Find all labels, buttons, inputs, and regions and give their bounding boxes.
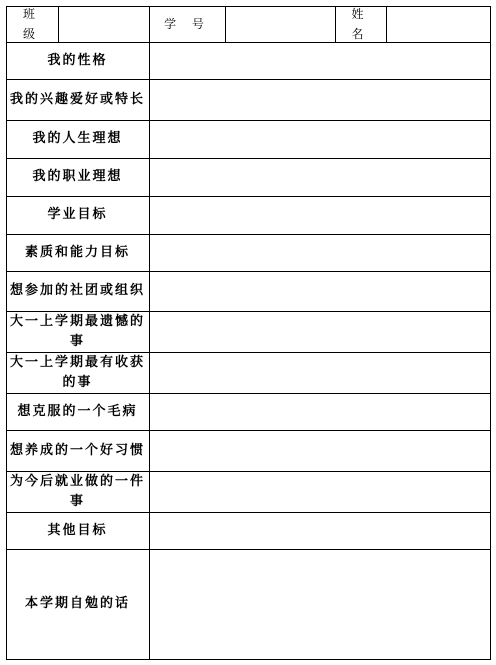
grid-line: [6, 549, 491, 550]
grid-line: [6, 430, 491, 431]
grid-line: [6, 311, 491, 312]
row-value-habit[interactable]: [149, 430, 490, 471]
row-value-employment[interactable]: [149, 471, 490, 512]
row-label-interests: 我的兴趣爱好或特长: [10, 91, 146, 107]
grid-line: [386, 6, 387, 42]
grid-line: [6, 393, 491, 394]
row-value-flaw[interactable]: [149, 393, 490, 430]
row-value-clubs[interactable]: [149, 271, 490, 311]
grid-line: [6, 79, 491, 80]
row-value-motto[interactable]: [149, 549, 490, 659]
row-value-life-ideal[interactable]: [149, 120, 490, 158]
grid-line-top: [6, 6, 491, 7]
name-label: 姓 名: [351, 7, 370, 41]
grid-line: [58, 6, 59, 42]
grid-line-bottom: [6, 659, 491, 660]
row-label-regret: 大一上学期最遗憾的事: [10, 313, 146, 349]
grid-line: [149, 6, 150, 660]
row-value-academic-goal[interactable]: [149, 196, 490, 234]
student-id-value-field[interactable]: [225, 6, 335, 42]
row-label-life-ideal: 我的人生理想: [32, 131, 123, 146]
row-label-habit: 想养成的一个好习惯: [10, 442, 146, 458]
grid-line: [225, 6, 226, 42]
row-label-employment: 为今后就业做的一件事: [10, 473, 146, 509]
row-label-ability-goal: 素质和能力目标: [24, 244, 130, 260]
row-label-academic-goal: 学业目标: [47, 207, 108, 222]
class-value-field[interactable]: [58, 6, 149, 42]
class-label: 班 级: [22, 7, 41, 41]
row-value-career-ideal[interactable]: [149, 158, 490, 196]
row-value-interests[interactable]: [149, 79, 490, 120]
grid-line: [6, 42, 491, 43]
row-label-motto: 本学期自勉的话: [24, 596, 130, 611]
row-label-personality: 我的性格: [47, 52, 108, 68]
row-label-other-goals: 其他目标: [47, 522, 108, 538]
row-value-other-goals[interactable]: [149, 512, 490, 549]
row-value-ability-goal[interactable]: [149, 234, 490, 271]
grid-line: [6, 512, 491, 513]
row-value-regret[interactable]: [149, 311, 490, 352]
grid-line: [6, 234, 491, 235]
grid-line-right: [490, 6, 491, 660]
grid-line: [6, 120, 491, 121]
student-id-label: 学 号: [164, 17, 210, 31]
row-label-gain: 大一上学期最有收获的事: [10, 354, 146, 390]
grid-line: [6, 471, 491, 472]
grid-line: [6, 352, 491, 353]
row-value-gain[interactable]: [149, 352, 490, 393]
grid-line: [335, 6, 336, 42]
grid-line: [6, 196, 491, 197]
grid-line-left: [6, 6, 7, 660]
grid-line: [6, 271, 491, 272]
row-label-clubs: 想参加的社团或组织: [10, 283, 146, 298]
name-value-field[interactable]: [386, 6, 490, 42]
row-value-personality[interactable]: [149, 42, 490, 79]
row-label-flaw: 想克服的一个毛病: [17, 403, 138, 419]
grid-line: [6, 158, 491, 159]
row-label-career-ideal: 我的职业理想: [32, 169, 123, 184]
